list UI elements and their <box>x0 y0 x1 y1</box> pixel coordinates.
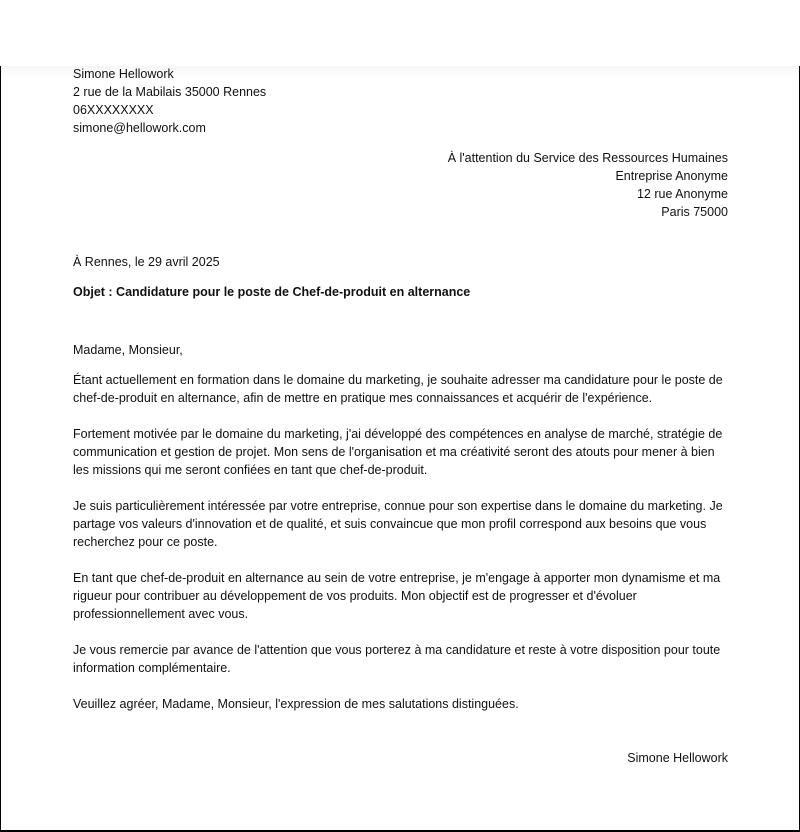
letter-salutation: Madame, Monsieur, <box>73 343 183 357</box>
letter-closing: Veuillez agréer, Madame, Monsieur, l'expression de mes salutations distinguées. <box>73 697 519 711</box>
sender-name: Simone Hellowork <box>73 67 174 81</box>
top-band <box>0 0 800 66</box>
sender-email: simone@hellowork.com <box>73 121 206 135</box>
body-paragraph: Je vous remercie par avance de l'attention que vous porterez à ma candidature et reste à votre disposition pour toute information complémentaire. <box>73 643 721 675</box>
recipient-company: Entreprise Anonyme <box>615 169 728 183</box>
letter-subject: Objet : Candidature pour le poste de Chef-de-produit en alternance <box>73 285 471 299</box>
recipient-attention: À l'attention du Service des Ressources Humaines <box>447 151 728 165</box>
letter-date: À Rennes, le 29 avril 2025 <box>73 255 220 269</box>
recipient-block <box>73 149 728 221</box>
sender-phone: 06XXXXXXXX <box>73 103 154 117</box>
sender-address: 2 rue de la Mabilais 35000 Rennes <box>73 85 267 99</box>
body-paragraph: Étant actuellement en formation dans le domaine du marketing, je souhaite adresser ma candidature pour le poste de chef-de-produit en alternance, afin de mettre en pratique mes connaissances et acquérir de l'expérience. <box>73 373 723 405</box>
recipient-street: 12 rue Anonyme <box>636 187 728 201</box>
letter-page <box>0 66 800 832</box>
letter-signature: Simone Hellowork <box>627 751 728 765</box>
letter-body <box>73 371 733 695</box>
body-paragraph: En tant que chef-de-produit en alternance au sein de votre entreprise, je m'engage à apporter mon dynamisme et ma rigueur pour contribuer au développement de vos produits. Mon objectif est de progresser et d'évoluer professionnellement avec vous. <box>73 571 721 621</box>
sender-block <box>73 65 728 137</box>
body-paragraph: Fortement motivée par le domaine du marketing, j'ai développé des compétences en analyse de marché, stratégie de communication et gestion de projet. Mon sens de l'organisation et ma créativité seront des atouts pour mener à bien les missions qui me seront confiées en tant que chef-de-produit. <box>73 427 723 477</box>
recipient-city: Paris 75000 <box>661 205 728 219</box>
body-paragraph: Je suis particulièrement intéressée par votre entreprise, connue pour son expertise dans le domaine du marketing. Je partage vos valeurs d'innovation et de qualité, et suis convaincue que mon profil correspond aux besoins que vous recherchez pour ce poste. <box>73 499 723 549</box>
